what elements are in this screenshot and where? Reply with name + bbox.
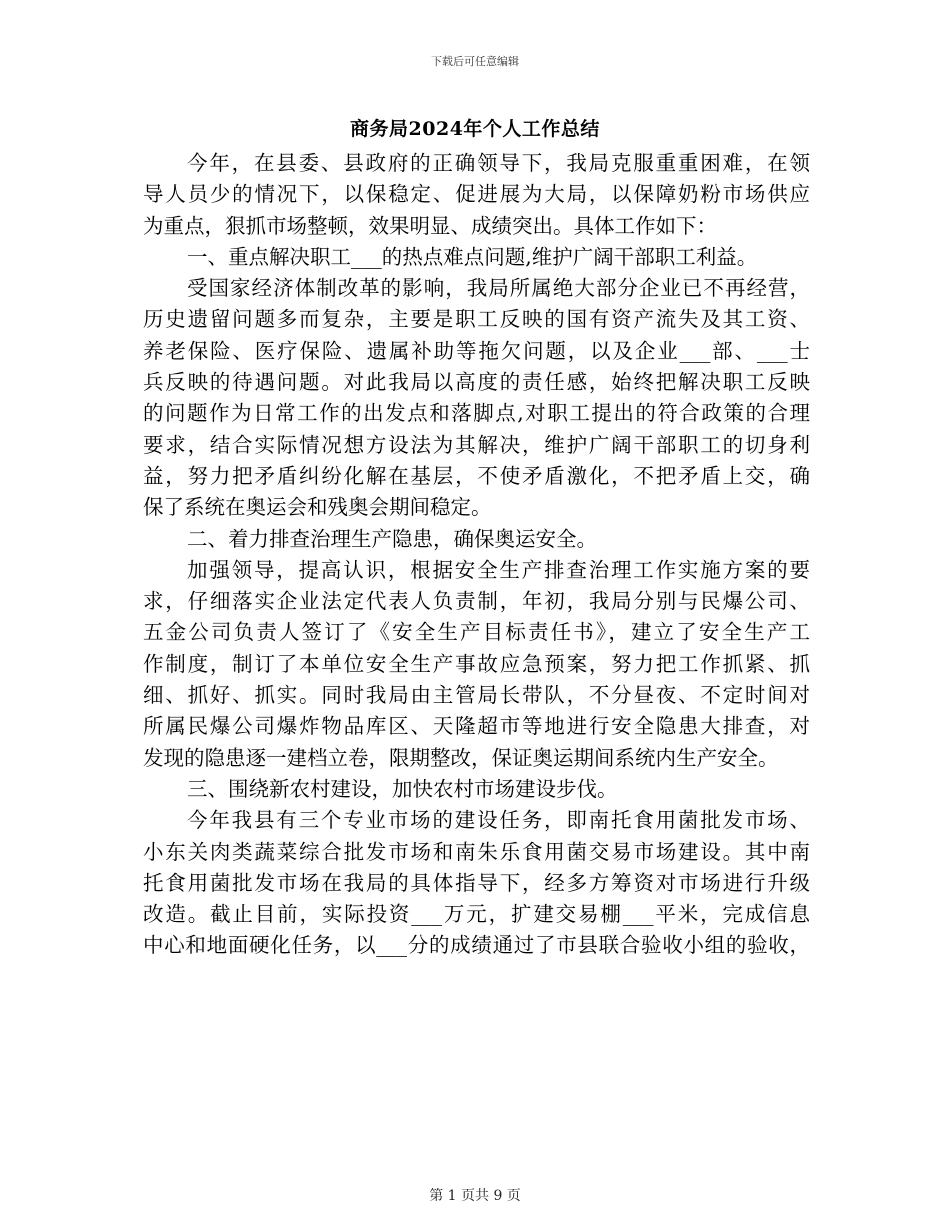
text-line: 兵反映的待遇问题。对此我局以高度的责任感，始终把解决职工反映 (143, 370, 810, 395)
text-line: 五金公司负责人签订了《安全生产目标责任书》，建立了安全生产工 (143, 620, 810, 645)
text-line: 小东关肉类蔬菜综合批发市场和南朱乐食用菌交易市场建设。其中南 (143, 839, 810, 864)
text-line: 历史遗留问题多而复杂，主要是职工反映的国有资产流失及其工资、 (143, 307, 810, 332)
text-line: 细、抓好、抓实。同时我局由主管局长带队，不分昼夜、不定时间对 (143, 683, 810, 708)
text-line: 作制度，制订了本单位安全生产事故应急预案，努力把工作抓紧、抓 (143, 651, 810, 676)
text-line: 益，努力把矛盾纠纷化解在基层，不使矛盾激化，不把矛盾上交，确 (143, 463, 810, 488)
text-line: 所属民爆公司爆炸物品库区、天隆超市等地进行安全隐患大排查，对 (143, 714, 810, 739)
text-line: 养老保险、医疗保险、遗属补助等拖欠问题，以及企业___部、___士 (143, 338, 810, 363)
text-line: 发现的隐患逐一建档立卷，限期整改，保证奥运期间系统内生产安全。 (143, 745, 779, 770)
text-line: 改造。截止目前，实际投资___万元，扩建交易棚___平米，完成信息 (143, 902, 810, 927)
section-heading: 三、围绕新农村建设，加快农村市场建设步伐。 (187, 776, 618, 801)
text-line: 今年，在县委、县政府的正确领导下，我局克服重重困难，在领 (187, 151, 810, 175)
text-line: 的问题作为日常工作的出发点和落脚点,对职工提出的符合政策的合理 (143, 401, 810, 426)
text-line: 托食用菌批发市场在我局的具体指导下，经多方筹资对市场进行升级 (143, 870, 810, 895)
header-note: 下载后可任意编辑 (431, 55, 519, 68)
section-heading: 二、着力排查治理生产隐患，确保奥运安全。 (187, 526, 597, 551)
page-indicator: 第 1 页共 9 页 (429, 1188, 521, 1204)
text-line: 加强领导，提高认识，根据安全生产排查治理工作实施方案的要 (187, 557, 810, 582)
text-line: 保了系统在奥运会和残奥会期间稳定。 (143, 495, 492, 520)
text-line: 中心和地面硬化任务，以___分的成绩通过了市县联合验收小组的验收， (143, 933, 810, 958)
text-line: 求，仔细落实企业法定代表人负责制，年初，我局分别与民爆公司、 (143, 589, 810, 614)
text-line: 受国家经济体制改革的影响，我局所属绝大部分企业已不再经营， (187, 276, 810, 301)
document-title: 商务局2024年个人工作总结 (350, 118, 600, 140)
document-body (143, 148, 810, 962)
text-line: 为重点，狠抓市场整顿，效果明显、成绩突出。具体工作如下： (143, 213, 717, 238)
text-line: 导人员少的情况下，以保稳定、促进展为大局，以保障奶粉市场供应 (143, 182, 810, 207)
text-line: 今年我县有三个专业市场的建设任务，即南托食用菌批发市场、 (187, 808, 810, 833)
section-heading: 一、重点解决职工___的热点难点问题,维护广阔干部职工利益。 (187, 244, 758, 269)
text-line: 要求，结合实际情况想方设法为其解决，维护广阔干部职工的切身利 (143, 432, 810, 457)
